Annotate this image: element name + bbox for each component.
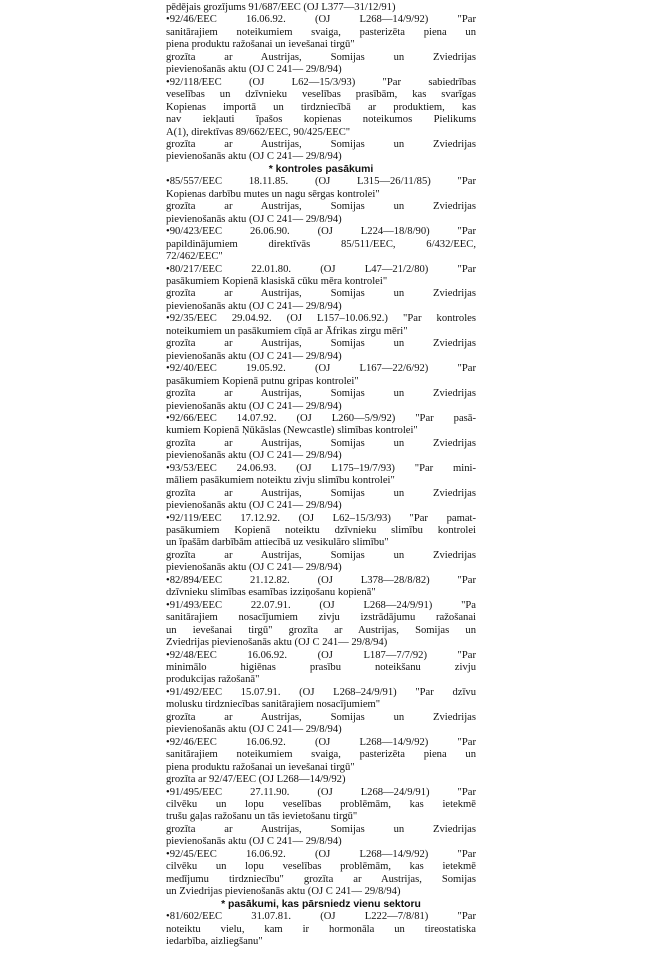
text-line: kumiem Kopienā Ņūkāslas (Newcastle) slimības kontrolei" bbox=[166, 425, 418, 437]
text-line: cilvēku un lopu veselības problēmām, kas ietekmē bbox=[166, 861, 476, 873]
text-line: grozīta ar Austrijas, Somijas un Zviedrijas bbox=[166, 487, 476, 499]
text-line: cilvēku un lopu veselības problēmām, kas ietekmē bbox=[166, 799, 476, 810]
text-line: pievienošanās aktu (OJ C 241— 29/8/94) bbox=[166, 500, 342, 512]
text-line: •92/66/EEC 14.07.92. (OJ L260—5/9/92) "Par pasā- bbox=[166, 412, 476, 424]
text-line: grozīta ar Austrijas, Somijas un Zviedrijas bbox=[166, 388, 476, 400]
text-line: grozīta ar Austrijas, Somijas un Zviedrijas bbox=[166, 823, 476, 835]
text-line: •80/217/EEC 22.01.80. (OJ L47—21/2/80) "Par bbox=[166, 263, 476, 275]
text-line: grozīta ar Austrijas, Somijas un Zviedrijas bbox=[166, 711, 476, 723]
text-line: Zviedrijas pievienošanās aktu (OJ C 241— 29/8/94) bbox=[166, 637, 388, 649]
document-text-column bbox=[166, 2, 476, 948]
text-line: •92/46/EEC 16.06.92. (OJ L268—14/9/92) "Par bbox=[166, 14, 476, 26]
section-heading: * pasākumi, kas pārsniedz vienu sektoru bbox=[221, 898, 421, 910]
text-line: •93/53/EEC 24.06.93. (OJ L175–19/7/93) "Par mini- bbox=[166, 462, 476, 474]
text-line: molusku tirdzniecības sanitārajiem nosacījumiem" bbox=[166, 699, 381, 711]
text-line: noteikumiem un pasākumiem cīņā ar Āfrikas zirgu mēri" bbox=[166, 325, 408, 337]
text-line: •91/493/EEC 22.07.91. (OJ L268—24/9/91) "Pa bbox=[166, 599, 476, 611]
text-line: pievienošanās aktu (OJ C 241— 29/8/94) bbox=[166, 213, 342, 225]
text-line: un īpašām darbībām attiecībā uz vesikulāro slimību" bbox=[166, 537, 389, 549]
text-line: un Zviedrijas pievienošanās aktu (OJ C 241— 29/8/94) bbox=[166, 886, 401, 898]
text-line: pievienošanās aktu (OJ C 241— 29/8/94) bbox=[166, 562, 342, 574]
text-line: pasākumiem Kopienā klasiskā cūku mēra kontrolei" bbox=[166, 275, 388, 287]
text-line: minimālo higiēnas prasību noteikšanu zivju bbox=[166, 662, 476, 674]
text-line: •91/495/EEC 27.11.90. (OJ L268—24/9/91) "Par bbox=[166, 786, 476, 798]
text-line: •82/894/EEC 21.12.82. (OJ L378—28/8/82) "Par bbox=[166, 574, 476, 586]
section-heading: * kontroles pasākumi bbox=[268, 163, 374, 175]
text-line: pēdējais grozījums 91/687/EEC (OJ L377—31/12/91) bbox=[166, 2, 396, 13]
text-line: sanitārajiem nosacījumiem zivju izstrādājumu ražošanai bbox=[166, 612, 476, 624]
text-line: pievienošanās aktu (OJ C 241— 29/8/94) bbox=[166, 450, 342, 462]
text-line: pievienošanās aktu (OJ C 241— 29/8/94) bbox=[166, 350, 342, 362]
text-line: grozīta ar Austrijas, Somijas un Zviedrijas bbox=[166, 549, 476, 561]
text-line: noteiktu vielu, kam ir hormonāla un tireostatiska bbox=[166, 923, 476, 935]
text-line: •92/118/EEC (OJ L62—15/3/93) "Par sabiedrības bbox=[166, 76, 476, 88]
text-line: grozīta ar Austrijas, Somijas un Zviedrijas bbox=[166, 288, 476, 300]
text-line: •90/423/EEC 26.06.90. (OJ L224—18/8/90) "Par bbox=[166, 226, 476, 238]
text-line: piena produktu ražošanai un ievešanai tirgū" bbox=[166, 761, 355, 773]
text-line: •91/492/EEC 15.07.91. (OJ L268–24/9/91) "Par dzīvu bbox=[166, 686, 476, 698]
text-line: medījumu tirdzniecību" grozīta ar Austrijas, Somijas bbox=[166, 873, 476, 885]
text-line: grozīta ar Austrijas, Somijas un Zviedrijas bbox=[166, 138, 476, 150]
text-line: •81/602/EEC 31.07.81. (OJ L222—7/8/81) "Par bbox=[166, 911, 476, 923]
text-line: grozīta ar Austrijas, Somijas un Zviedrijas bbox=[166, 51, 476, 63]
text-line: māliem pasākumiem noteiktu zivju slimību kontrolei" bbox=[166, 475, 395, 487]
text-line: grozīta ar Austrijas, Somijas un Zviedrijas bbox=[166, 201, 476, 213]
text-line: pievienošanās aktu (OJ C 241— 29/8/94) bbox=[166, 151, 342, 163]
text-line: •92/119/EEC 17.12.92. (OJ L62–15/3/93) "Par pamat- bbox=[166, 512, 476, 524]
text-line: pasākumiem Kopienā noteiktu dzīvnieku slimību kontrolei bbox=[166, 525, 476, 537]
text-line: sanitārajiem noteikumiem svaiga, pasterizēta piena un bbox=[166, 26, 476, 38]
text-line: grozīta ar Austrijas, Somijas un Zviedrijas bbox=[166, 437, 476, 449]
text-line: A(1), direktīvas 89/662/EEC, 90/425/EEC" bbox=[166, 126, 351, 138]
text-line: •92/46/EEC 16.06.92. (OJ L268—14/9/92) "Par bbox=[166, 736, 476, 748]
text-line: •92/45/EEC 16.06.92. (OJ L268—14/9/92) "Par bbox=[166, 848, 476, 860]
text-line: dzīvnieku slimības esamības izziņošanu kopienā" bbox=[166, 587, 376, 599]
text-line: •92/35/EEC 29.04.92. (OJ L157–10.06.92.) "Par kontroles bbox=[166, 313, 476, 325]
text-line: •92/48/EEC 16.06.92. (OJ L187—7/7/92) "Par bbox=[166, 649, 476, 661]
text-line: nav iekļauti īpašos kopienas noteikumos Pielikums bbox=[166, 114, 476, 126]
text-line: pievienošanās aktu (OJ C 241— 29/8/94) bbox=[166, 300, 342, 312]
text-line: grozīta ar Austrijas, Somijas un Zviedrijas bbox=[166, 338, 476, 350]
text-line: un ievešanai tirgū" grozīta ar Austrijas, Somijas un bbox=[166, 624, 476, 636]
text-line: iedarbība, aizliegšanu" bbox=[166, 935, 263, 947]
text-line: •92/40/EEC 19.05.92. (OJ L167—22/6/92) "Par bbox=[166, 363, 476, 375]
text-line: piena produktu ražošanai un ievešanai tirgū" bbox=[166, 39, 355, 51]
text-line: pasākumiem Kopienā putnu gripas kontrolei" bbox=[166, 375, 359, 387]
text-line: Kopienas darbību mutes un nagu sērgas kontrolei" bbox=[166, 188, 380, 200]
text-line: papildinājumiem direktīvās 85/511/EEC, 6/432/EEC, bbox=[166, 238, 476, 250]
text-line: pievienošanās aktu (OJ C 241— 29/8/94) bbox=[166, 836, 342, 848]
text-line: pievienošanās aktu (OJ C 241— 29/8/94) bbox=[166, 400, 342, 412]
text-line: veselības un dzīvnieku veselības prasībām, kas svarīgas bbox=[166, 89, 476, 101]
text-line: grozīta ar 92/47/EEC (OJ L268—14/9/92) bbox=[166, 774, 346, 786]
text-line: sanitārajiem noteikumiem svaiga, pasterizēta piena un bbox=[166, 749, 476, 761]
text-line: Kopienas importā un tirdzniecībā ar produktiem, kas bbox=[166, 101, 476, 113]
text-line: trušu gaļas ražošanu un tās ievietošanu tirgū" bbox=[166, 811, 358, 823]
text-line: 72/462/EEC" bbox=[166, 251, 223, 263]
text-line: •85/557/EEC 18.11.85. (OJ L315—26/11/85) "Par bbox=[166, 176, 476, 188]
text-line: produkcijas ražošanā" bbox=[166, 674, 260, 686]
text-line: pievienošanās aktu (OJ C 241— 29/8/94) bbox=[166, 64, 342, 76]
text-line: pievienošanās aktu (OJ C 241— 29/8/94) bbox=[166, 724, 342, 736]
